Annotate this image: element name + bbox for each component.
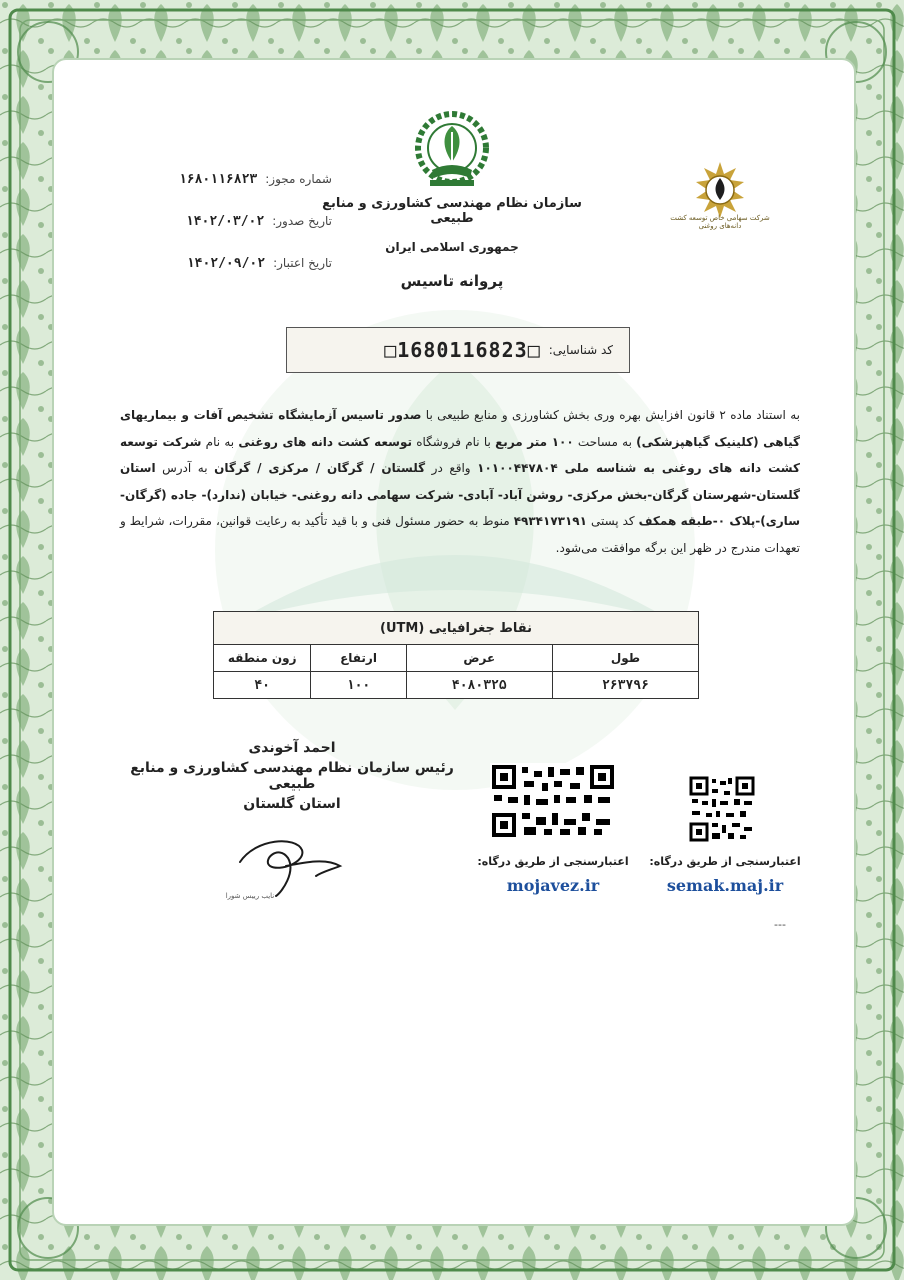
column-header-elevation: ارتفاع — [311, 645, 406, 672]
signatory-block — [112, 740, 472, 812]
body-text-segment: به استناد ماده ۲ قانون افزایش بهره وری بخش کشاورزی و منابع طبیعی با — [421, 408, 800, 422]
body-text-segment: به نام — [201, 434, 239, 449]
license-number-label: شماره مجوز: — [265, 172, 332, 186]
verify-link-semak[interactable]: semak.maj.ir — [666, 876, 784, 895]
table-row — [214, 672, 699, 699]
body-text-bold: گلستان / گرگان / مرکزی / گرگان — [214, 461, 426, 475]
body-text-segment: کد پستی — [586, 514, 639, 528]
qr-code-icon — [688, 775, 756, 843]
verify-label-semak: اعتبارسنجی از طریق درگاه: — [649, 855, 801, 868]
table-title-row — [214, 612, 699, 645]
verify-link-mojavez[interactable]: mojavez.ir — [506, 876, 600, 895]
body-text-segment: با نام فروشگاه — [411, 434, 496, 449]
signatory-name: احمد آخوندی — [248, 740, 336, 756]
certificate-title: پروانه تاسیس — [400, 272, 504, 290]
cell-elevation: ۱۰۰ — [311, 672, 406, 699]
certificate-body-text — [120, 402, 800, 561]
issue-date-row — [112, 214, 332, 256]
body-text-bold: ۴۹۳۴۱۷۳۱۹۱ — [513, 514, 587, 528]
license-meta — [112, 172, 332, 298]
signatory-title: رئیس سازمان نظام مهندسی کشاورزی و منابع طبیعی — [130, 760, 454, 792]
body-text-segment: منوط به حضور مسئول فنی و با قید تأکید به رعایت قوانین، مقررات، شرایط و تعهدات مندرج در ظهر این برگه موافقت می‌شود. — [120, 514, 800, 555]
body-text-segment: به آدرس — [155, 461, 215, 475]
body-text-bold: استان گلستان-شهرستان گرگان-بخش مرکزی- روشن آباد- آبادی- شرکت سهامی دانه روغنی- خیابان (ندارد)- جاده (گرگان-ساری)-پلاک ۰-طبقه همکف — [120, 461, 800, 528]
org-emblem-icon — [412, 108, 492, 192]
expiry-date-row — [112, 256, 332, 298]
cell-zone: ۴۰ — [214, 672, 311, 699]
body-text-bold: شرکت توسعه کشت دانه های روغنی به شناسه ملی ۱۰۱۰۰۴۴۷۸۰۴ — [120, 434, 800, 475]
signatory-province: استان گلستان — [243, 796, 341, 812]
country-name: جمهوری اسلامی ایران — [385, 240, 519, 254]
body-text-bold: صدور تاسیس آزمایشگاه تشخیص آفات و بیماریهای گیاهی (کلینیک گیاهپزشکی) — [120, 408, 801, 449]
deputy-caption: نایب رییس شورا — [225, 892, 275, 900]
body-text-bold: ۱۰۰ متر مربع — [495, 434, 574, 449]
footer-mark: --- — [774, 918, 786, 931]
column-header-latitude: عرض — [406, 645, 552, 672]
body-text-bold: توسعه کشت دانه های روغنی — [238, 434, 412, 449]
cell-latitude: ۴۰۸۰۳۲۵ — [406, 672, 552, 699]
cell-longitude: ۲۶۳۷۹۶ — [552, 672, 698, 699]
body-text-segment: به مساحت — [573, 434, 637, 449]
body-text-segment: واقع در — [425, 461, 478, 475]
identification-code-label: کد شناسایی: — [548, 343, 613, 357]
license-number-value: ۱۶۸۰۱۱۶۸۲۳ — [178, 172, 258, 187]
verify-label-mojavez: اعتبارسنجی از طریق درگاه: — [477, 855, 629, 868]
utm-table-title: نقاط جغرافیایی (UTM) — [214, 612, 699, 645]
qr-code-icon — [490, 763, 616, 839]
company-logo-caption: شرکت سهامی خاص توسعه کشت دانه‌های روغنی — [670, 214, 770, 230]
org-header — [320, 196, 584, 254]
utm-coordinates-table — [213, 611, 699, 699]
table-header-row — [214, 645, 699, 672]
issue-date-value: ۱۴۰۲/۰۳/۰۲ — [185, 214, 265, 229]
column-header-zone: زون منطقه — [214, 645, 311, 672]
identification-code-box — [286, 327, 630, 373]
org-name: سازمان نظام مهندسی کشاورزی و منابع طبیعی — [322, 196, 582, 226]
expiry-date-value: ۱۴۰۲/۰۹/۰۲ — [186, 256, 266, 271]
expiry-date-label: تاریخ اعتبار: — [273, 256, 332, 270]
issue-date-label: تاریخ صدور: — [272, 214, 332, 228]
license-number-row — [112, 172, 332, 214]
column-header-longitude: طول — [552, 645, 698, 672]
company-logo-icon — [690, 160, 750, 220]
identification-code-value: □1680116823□ — [384, 338, 541, 362]
